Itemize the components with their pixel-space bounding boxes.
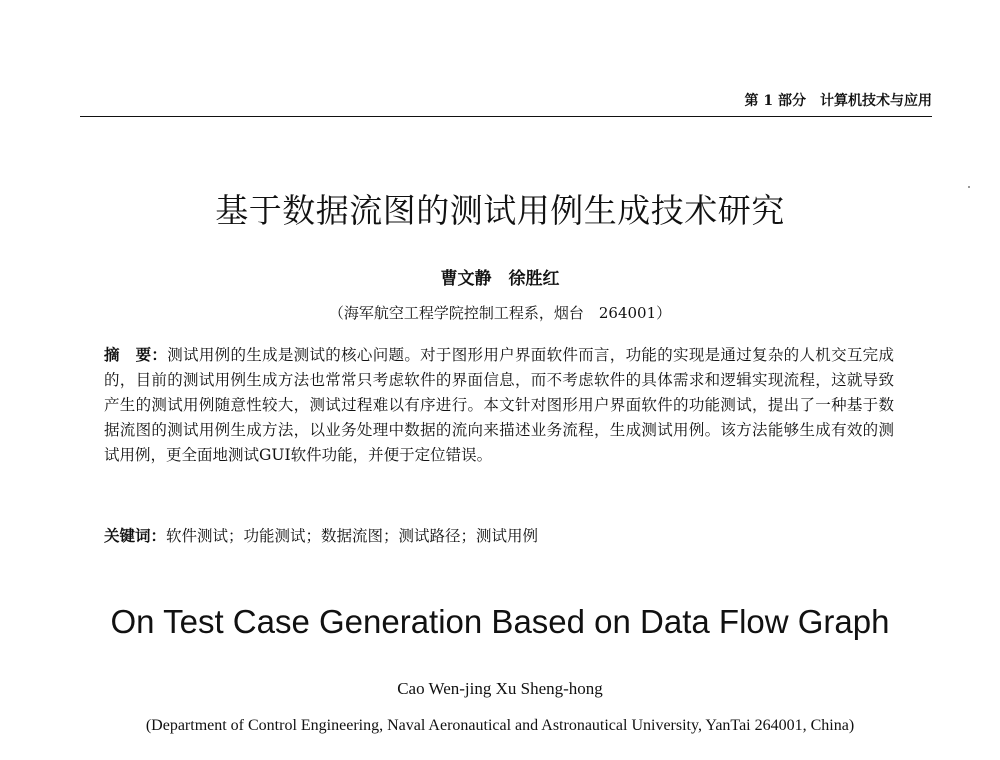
paper-title-en: On Test Case Generation Based on Data Flow Graph <box>110 603 890 640</box>
keywords-text: 软件测试；功能测试；数据流图；测试路径；测试用例 <box>166 527 539 545</box>
affiliation-en: (Department of Control Engineering, Naval Aeronautical and Astronautical University, YanTai 264001, China) <box>145 717 855 734</box>
abstract-text: 测试用例的生成是测试的核心问题。对于图形用户界面软件而言，功能的实现是通过复杂的人机交互完成的，目前的测试用例生成方法也常常只考虑软件的界面信息，而不考虑软件的具体需求和逻辑实现流程，这就导致产生的测试用例随意性较大，测试过程难以有序进行。本文针对图形用户界面软件的功能测试，提出了一种基于数据流图的测试用例生成方法，以业务处理中数据的流向来描述业务流程，生成测试用例。该方法能够生成有效的测试用例，更全面地测试GUI软件功能，并便于定位错误。 <box>104 346 894 464</box>
keywords-label: 关键词： <box>104 527 167 545</box>
paper-title-zh: 基于数据流图的测试用例生成技术研究 <box>215 191 785 230</box>
running-header: 第 1 部分 计算机技术与应用 <box>744 93 932 109</box>
header-rule <box>80 116 932 117</box>
authors-en: Cao Wen-jing Xu Sheng-hong <box>397 679 603 698</box>
authors-zh: 曹文静 徐胜红 <box>440 269 560 289</box>
scan-speck <box>968 186 970 188</box>
keywords-zh <box>104 524 894 549</box>
abstract-label: 摘 要： <box>104 345 168 364</box>
affiliation-zh: （海军航空工程学院控制工程系，烟台 264001） <box>328 304 672 322</box>
abstract-zh <box>104 342 894 468</box>
